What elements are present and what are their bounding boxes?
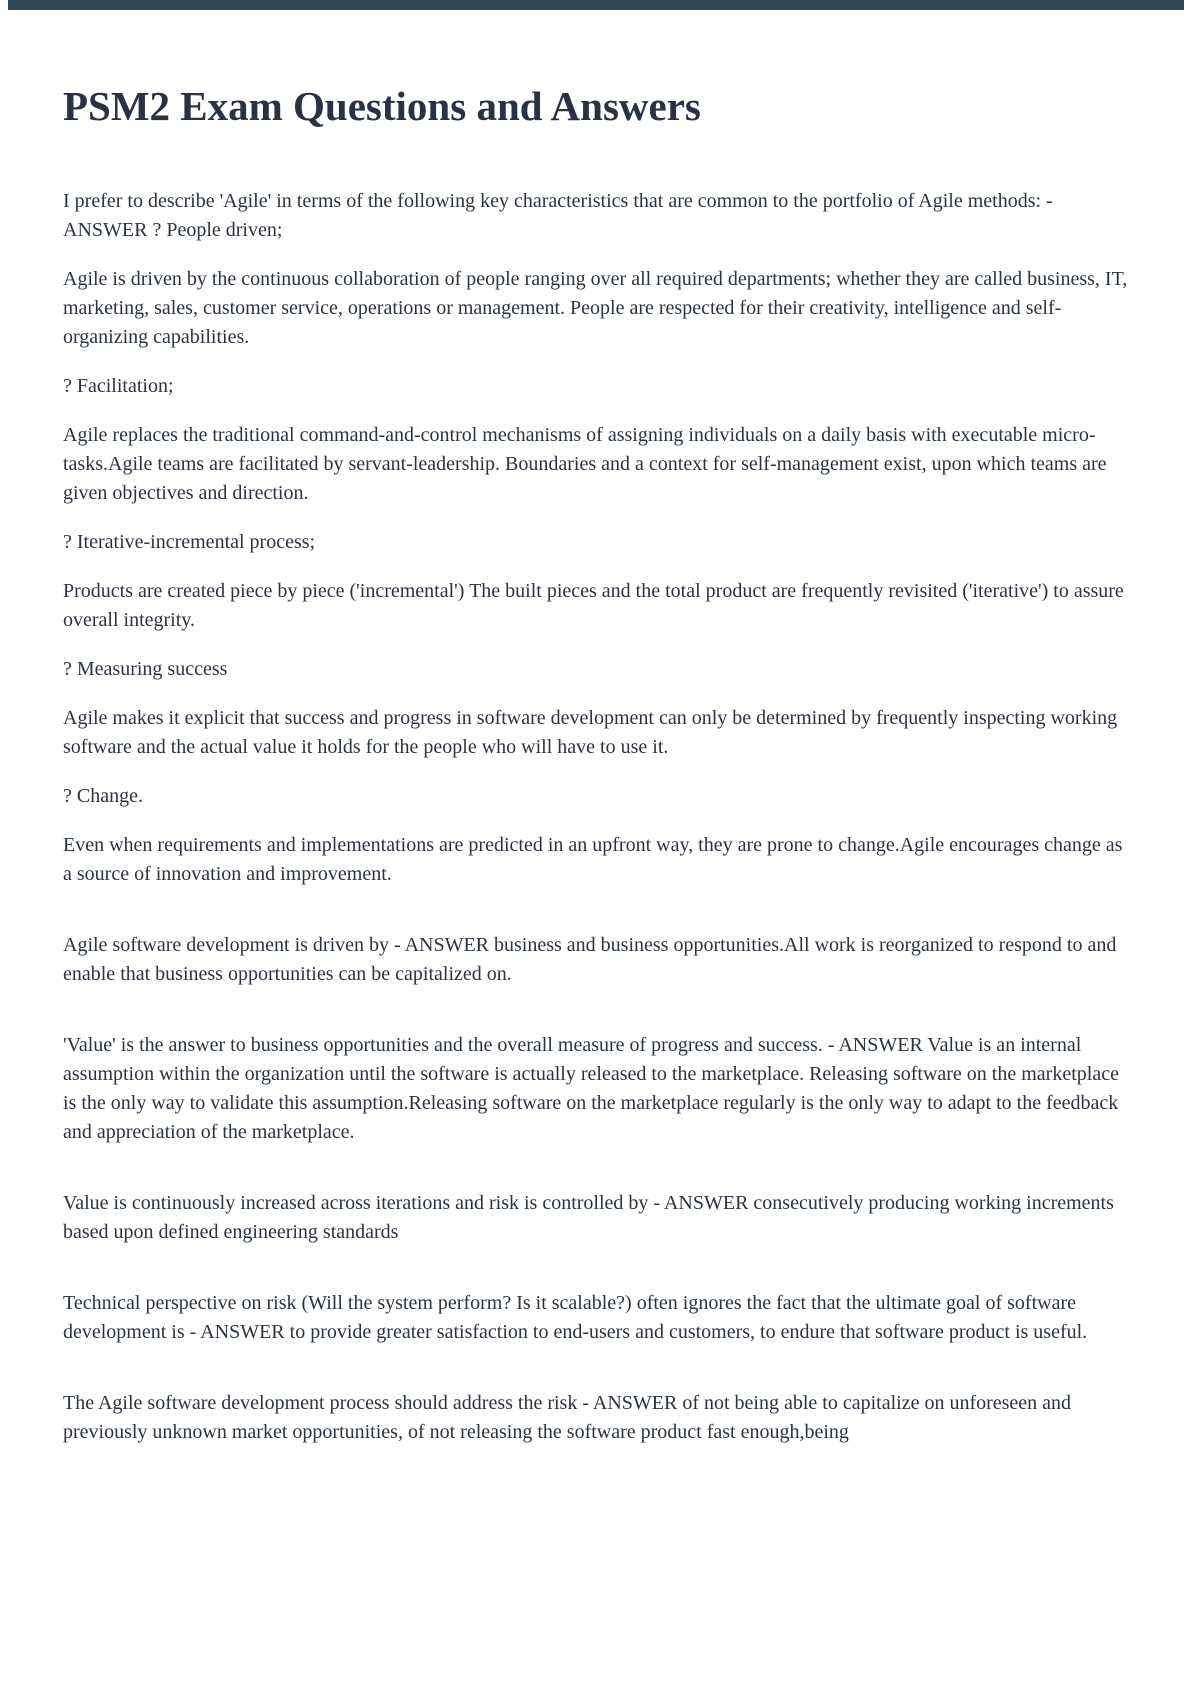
paragraph: Technical perspective on risk (Will the system perform? Is it scalable?) often ignores the fact that the ultimate goal of software development is - ANSWER to provide greater satisfaction to end-users and customers, to endure that software product is useful. xyxy=(63,1292,1088,1343)
paragraph: ? Iterative-incremental process; xyxy=(63,531,316,553)
paragraph: Agile replaces the traditional command-and-control mechanisms of assigning individuals on a daily basis with executable micro-tasks.Agile teams are facilitated by servant-leadership. Boundaries and a context for self-management exist, upon which teams are given objectives and direction. xyxy=(63,424,1107,504)
paragraph: Products are created piece by piece ('incremental') The built pieces and the total product are frequently revisited ('iterative') to assure overall integrity. xyxy=(63,580,1124,631)
page-title: PSM2 Exam Questions and Answers xyxy=(63,83,701,129)
paragraph: 'Value' is the answer to business opportunities and the overall measure of progress and success. - ANSWER Value is an internal assumption within the organization until the software is actually released to the marketplace. Releasing software on the marketplace is the only way to validate this assumption.Releasing software on the marketplace regularly is the only way to adapt to the feedback and appreciation of the marketplace. xyxy=(63,1034,1119,1143)
window-top-bar xyxy=(8,0,1184,10)
paragraph: Value is continuously increased across iterations and risk is controlled by - ANSWER consecutively producing working increments based upon defined engineering standards xyxy=(63,1192,1114,1243)
paragraph: Agile makes it explicit that success and progress in software development can only be determined by frequently inspecting working software and the actual value it holds for the people who will have to use it. xyxy=(63,707,1118,758)
paragraph: I prefer to describe 'Agile' in terms of the following key characteristics that are common to the portfolio of Agile methods: - ANSWER ? People driven; xyxy=(63,190,1053,241)
paragraph: ? Change. xyxy=(63,785,143,807)
document-body xyxy=(63,187,1133,1447)
paragraph: ? Measuring success xyxy=(63,658,228,680)
paragraph: The Agile software development process should address the risk - ANSWER of not being able to capitalize on unforeseen and previously unknown market opportunities, of not releasing the software product fast enough,being xyxy=(63,1392,1072,1443)
paragraph: Agile software development is driven by - ANSWER business and business opportunities.All work is reorganized to respond to and enable that business opportunities can be capitalized on. xyxy=(63,934,1117,985)
paragraph: ? Facilitation; xyxy=(63,375,174,397)
paragraph: Agile is driven by the continuous collaboration of people ranging over all required departments; whether they are called business, IT, marketing, sales, customer service, operations or management. People are respected for their creativity, intelligence and self-organizing capabilities. xyxy=(63,268,1128,348)
paragraph: Even when requirements and implementations are predicted in an upfront way, they are prone to change.Agile encourages change as a source of innovation and improvement. xyxy=(63,834,1123,885)
